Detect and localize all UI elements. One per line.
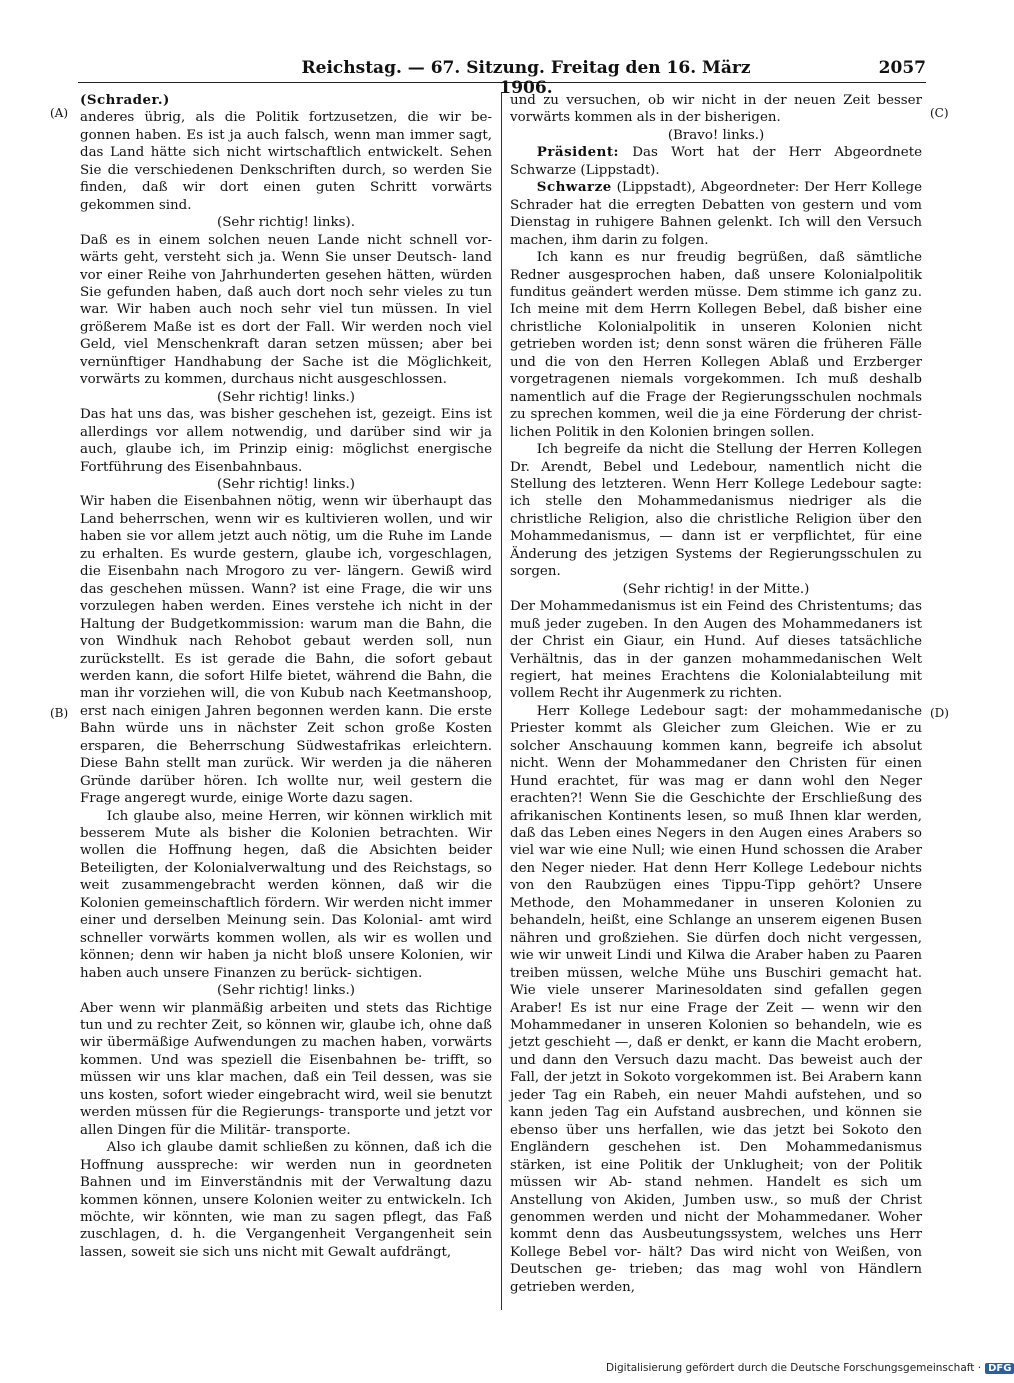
margin-mark-b: (B) — [50, 706, 69, 720]
paragraph: Also ich glaube damit schließen zu können, daß ich die Hoffnung ausspreche: wir werden nun in geordneten Bahnen und im Einverständnis mit der Verwaltung dazu kommen können, unsere Kolonien weiter zu entwickeln. Ich möchte, wir könnten, wie man zu sagen pflegt, das Faß zuschlagen, d. h. die Vergangenheit Vergangenheit sein lassen, soweit sie sich uns nicht mit Gewalt aufdrängt, — [80, 1140, 492, 1260]
paragraph: Wir haben die Eisenbahnen nötig, wenn wir überhaupt das Land beherrschen, wenn wir es kultivieren wollen, und wir haben sie vor allem jetzt auch nötig, um die Ruhe im Lande zu erhalten. Es wurde gestern, glaube ich, vorgeschlagen, die Eisenbahn nach Mrogoro zu ver- längern. Gewiß wird das geschehen müssen. Wann? ist eine Frage, die wir uns vorzulegen haben werden. Eines verstehe ich nicht in der Haltung der Budgetkommission: warum man die Bahn, die von Windhuk nach Rehobot gebaut werden soll, nun zurückstellt. Es ist gerade die Bahn, die sofort gebaut werden kann, die sofort Hilfe bietet, während die Bahn, die man ihr vorziehen will, die von Kubub nach Keetmanshoop, erst nach einigen Jahren begonnen werden kann. Die erste Bahn würde uns in nächster Zeit schon große Kosten ersparen, die Beherrschung Südwestafrikas erleichtern. Diese Bahn stellt man zurück. Wir werden ja die näheren Gründe darüber hören. Ich wollte nur, weil gestern die Frage angeregt wurde, einige Worte dazu sagen. — [80, 494, 492, 807]
speaker-continuation-label: (Schrader.) — [80, 92, 170, 108]
interjection: (Sehr richtig! in der Mitte.) — [622, 581, 810, 597]
digitization-footer — [606, 1362, 1012, 1380]
margin-mark-c: (C) — [930, 106, 949, 120]
interjection: (Sehr richtig! links). — [217, 215, 355, 231]
paragraph: Ich kann es nur freudig begrüßen, daß sämtliche Redner ausgesprochen haben, daß unsere Kolonialpolitik funditus geändert werden müsse. Dem stimme ich ganz zu. Ich meine mit dem Herrn Kollegen Bebel, daß bisher eine christliche Kolonialpolitik in unseren Kolonien nicht getrieben worden ist; denn sonst wären die früheren Fälle und die von den Herren Kollegen Ablaß und Erzberger vorgetragenen niemals vorgekommen. Ich muß deshalb namentlich auf die Frage der Regierungsschulen nochmals zu sprechen kommen, weil die ja eine Förderung der christ- lichen Politik in den Kolonien bringen sollen. — [510, 250, 922, 440]
paragraph: anderes übrig, als die Politik fortzusetzen, die wir be- gonnen haben. Es ist ja auch falsch, wenn man immer sagt, das Land hätte sich nicht wirtschaftlich entwickelt. Sehen Sie die verschiedenen Denkschriften durch, so werden Sie finden, daß wir dort einen guten Schritt vorwärts gekommen sind. — [80, 110, 492, 213]
speaker-text: (Lippstadt), Abgeordneter: Der Herr Kollege Schrader hat die erregten Debatten von gestern und vom Dienstag in ruhigere Bahnen gelenkt. Ich will den Versuch machen, ihm darin zu folgen. — [510, 180, 922, 248]
speaker-paragraph — [510, 179, 922, 249]
president-text: Das Wort hat der Herr Abgeordnete Schwarze (Lippstadt). — [510, 145, 922, 178]
interjection: (Sehr richtig! links.) — [217, 389, 355, 405]
left-column — [80, 92, 492, 1316]
paragraph: und zu versuchen, ob wir nicht in der neuen Zeit besser vorwärts kommen als in der bisherigen. — [510, 93, 922, 126]
speaker-label: Schwarze — [536, 179, 612, 196]
paragraph: Ich begreife da nicht die Stellung der Herren Kollegen Dr. Arendt, Bebel und Ledebour, namentlich nicht die Stellung des letzteren. Wenn Herr Kollege Ledebour sagte: ich stelle den Mohammedanismus niedriger als die christliche Religion, also die christliche Religion über den Mohammedanismus, — dann ist er verpflichtet, für eine Änderung des jetzigen Systems der Regierungsschulen zu sorgen. — [510, 442, 922, 580]
paragraph: Ich glaube also, meine Herren, wir können wirklich mit besserem Mute als bisher die Kolonien betrachten. Wir wollen die Hoffnung hegen, daß die Absichten beider Beteiligten, der Kolonialverwaltung und des Reichstags, so weit zusammengebracht werden können, daß wir die Kolonien gemeinschaftlich fördern. Wir werden nicht immer einer und derselben Meinung sein. Das Kolonial- amt wird schneller vorwärts kommen wollen, als wir es wollen und können; denn wir haben ja nicht bloß unsere Kolonien, wir haben auch unsere Finanzen zu berück- sichtigen. — [80, 808, 492, 981]
paragraph: Daß es in einem solchen neuen Lande nicht schnell vor- wärts geht, versteht sich ja. Wenn Sie unser Deutsch- land vor einer Reihe von Jahrhunderten gesehen hätten, würden Sie gefunden haben, daß auch dort noch sehr vieles zu tun war. Wir haben auch noch sehr viel tun müssen. In viel größerem Maße ist es dort der Fall. Wir werden noch viel Geld, viel Menschenkraft daran setzen müssen; aber bei vernünftiger Handhabung der Sache ist die Möglichkeit, vorwärts zu kommen, durchaus nicht ausgeschlossen. — [80, 232, 492, 388]
paragraph: Aber wenn wir planmäßig arbeiten und stets das Richtige tun und zu rechter Zeit, so können wir, glaube ich, ohne daß wir übermäßige Aufwendungen zu machen haben, vorwärts kommen. Und was speziell die Eisenbahnen be- trifft, so müssen wir uns klar machen, daß ein Teil dessen, was sie uns kosten, sofort wieder eingebracht wird, weil sie benutzt werden müssen für die Regierungs- transporte und jetzt vor allen Dingen für die Militär- transporte. — [80, 1000, 492, 1138]
right-column — [510, 92, 922, 1316]
margin-mark-d: (D) — [930, 706, 949, 720]
dfg-logo: DFG — [985, 1363, 1014, 1374]
interjection: (Sehr richtig! links.) — [217, 983, 355, 999]
paragraph: Das hat uns das, was bisher geschehen ist, gezeigt. Eins ist allerdings vor allem notwendig, und darüber sind wir ja auch, glaube ich, im Prinzip einig: möglichst energische Fortführung des Eisenbahnbaus. — [80, 407, 492, 475]
interjection: (Bravo! links.) — [667, 127, 765, 143]
president-label: Präsident: — [536, 144, 619, 161]
page-header — [78, 56, 926, 98]
president-paragraph — [510, 144, 922, 179]
paragraph: Der Mohammedanismus ist ein Feind des Christentums; das muß jeder zugeben. In den Augen des Mohammedaners ist der Christ ein Giaur, ein Hund. Auf dieses tatsächliche Verhältnis, das in der ganzen mohammedanischen Welt regiert, hat meines Erachtens die Kolonialabteilung mit vollem Recht ihr Augenmerk zu richten. — [510, 599, 922, 702]
interjection: (Sehr richtig! links.) — [217, 476, 355, 492]
column-divider — [501, 92, 502, 1310]
margin-mark-a: (A) — [50, 106, 69, 120]
paragraph: Herr Kollege Ledebour sagt: der mohammedanische Priester kommt als Gleicher zum Gleichen. Wie er zu solcher Anschauung kommen kann, begreife ich absolut nicht. Wenn der Mohammedaner den Christen für einen Hund erachtet, für was mag er dann wohl den Neger erachten?! Wenn Sie die Geschichte der Erschließung des afrikanischen Kontinents lesen, so muß Ihnen klar werden, daß das Leben eines Negers in den Augen eines Arabers so viel war wie eine Null; wie einen Hund schossen die Araber den Neger nieder. Hat denn Herr Kollege Ledebour nichts von den Raubzügen eines Tippu-Tipp gehört? Unsere Methode, den Mohammedaner in unseren Kolonien zu behandeln, heißt, eine Schlange an unserem eigenen Busen nähren und großziehen. Sie dürfen doch nicht vergessen, wie wir unweit Lindi und Kilwa die Araber haben zu Paaren treiben müssen, welche Mühe uns Buschiri gemacht hat. Wie viele unserer Marinesoldaten sind gefallen gegen Araber! Es ist nur eine Frage der Zeit — wenn wir den Mohammedaner in unseren Kolonien so behandeln, wie es jetzt geschieht —, daß er denkt, er kann die Macht erobern, und dann den Versuch dazu macht. Das beweist auch der Fall, der jetzt in Sokoto vorgekommen ist. Bei Arabern kann jeder Tag ein Rabeh, ein neuer Mahdi aufstehen, und so kann jeden Tag ein Aufstand ausbrechen, und können sie ebenso über uns herfallen, wie das jetzt bei Sokoto den Engländern geschehen ist. Den Mohammedanismus stärken, ist eine Politik der Unklugheit; von der Politik müssen wir Ab- stand nehmen. Handelt es sich um Anstellung von Akiden, Jumben usw., so muß der Christ genommen werden und nicht der Mohammedaner. Woher kommt denn das Ausbeutungssystem, welches uns Herr Kollege Bebel vor- hält? Das wird nicht von Weißen, von Deutschen ge- trieben; das mag wohl von Händlern getrieben werden, — [510, 703, 922, 1295]
footer-credit: Digitalisierung gefördert durch die Deutsche Forschungsgemeinschaft · — [606, 1362, 982, 1374]
running-head: Reichstag. — 67. Sitzung. Freitag den 16. März 1906. — [301, 58, 751, 98]
page-number: 2057 — [878, 58, 926, 78]
